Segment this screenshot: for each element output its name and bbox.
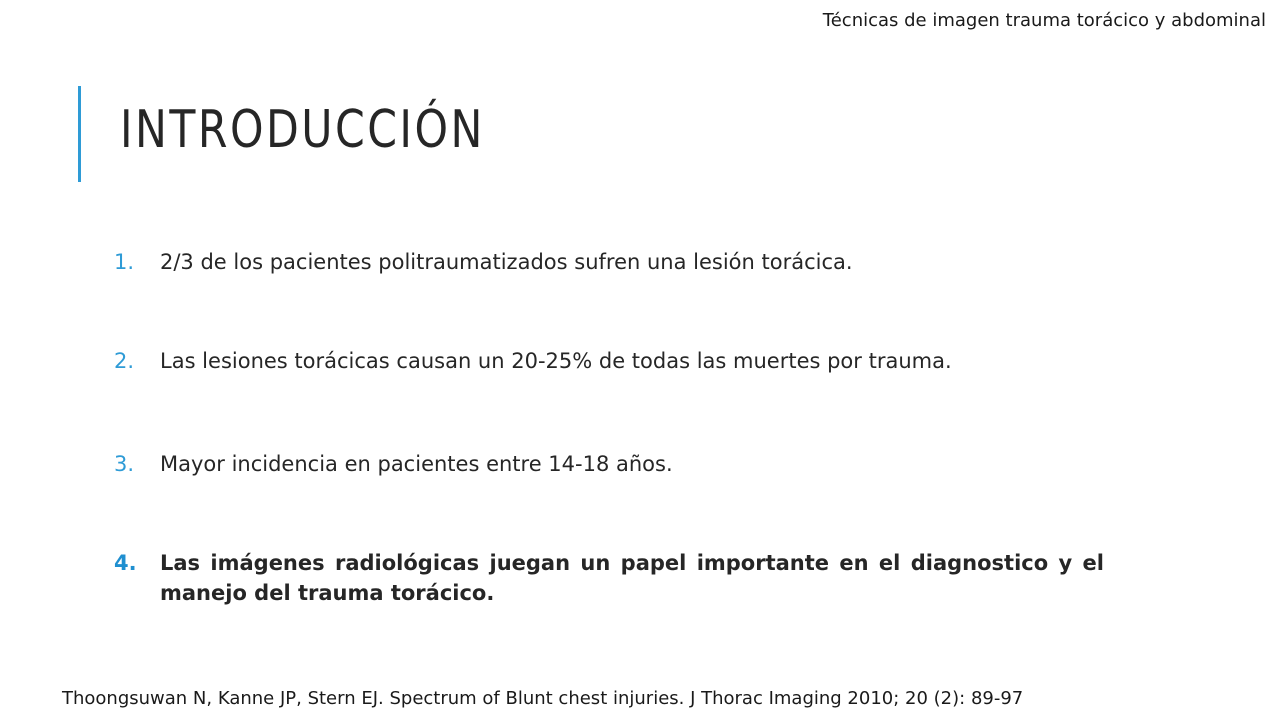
list-item-text: Mayor incidencia en pacientes entre 14-18 años. (160, 452, 673, 476)
reference-citation: Thoongsuwan N, Kanne JP, Stern EJ. Spectrum of Blunt chest injuries. J Thorac Imaging 2010; 20 (2): 89-97 (62, 688, 1024, 709)
list-item-number: 2. (114, 349, 135, 373)
list-item-number: 1. (114, 250, 135, 274)
slide-title: INTRODUCCIÓN (120, 100, 485, 160)
list-item-number: 4. (114, 551, 137, 575)
list-item-text: Las lesiones torácicas causan un 20-25% de todas las muertes por trauma. (160, 349, 952, 373)
list-item (114, 247, 1104, 277)
list-item-number: 3. (114, 452, 135, 476)
list-item (114, 346, 1104, 376)
list-item-text: Las imágenes radiológicas juegan un papel importante en el diagnostico y el manejo del trauma torácico. (160, 551, 1104, 605)
list-item (114, 449, 1104, 479)
list-item-text: 2/3 de los pacientes politraumatizados sufren una lesión torácica. (160, 250, 853, 274)
title-accent-bar (78, 86, 81, 182)
header-text: Técnicas de imagen trauma torácico y abdominal (822, 10, 1266, 31)
list-item-emphasized (114, 548, 1104, 608)
